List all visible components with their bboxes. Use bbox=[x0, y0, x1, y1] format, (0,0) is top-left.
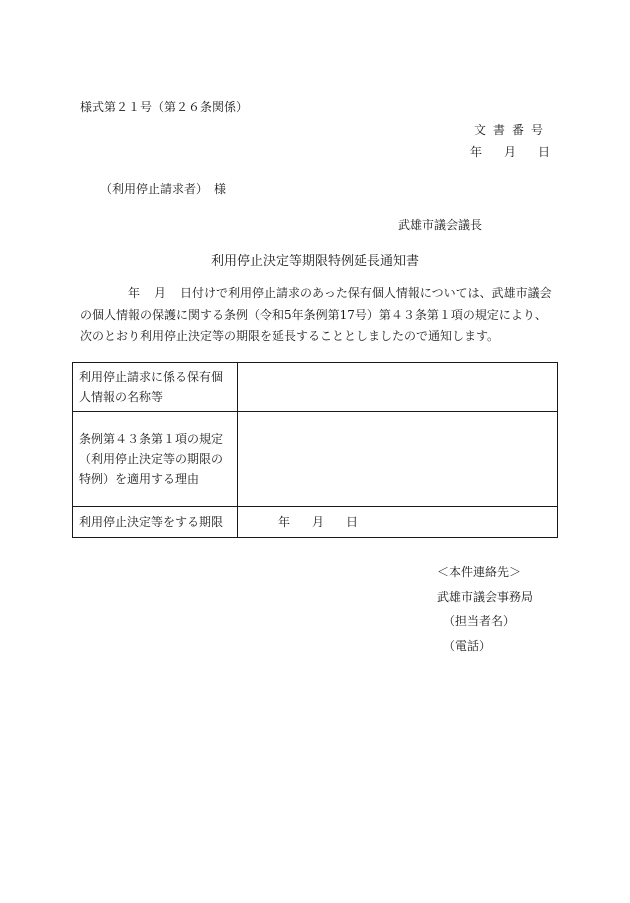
body-text: 日付けで利用停止請求のあった保有個人情報については、武雄市議会の個人情報の保護に関する条例（令和5年条例第17号）第４３条第１項の規定により、次のとおり利用停止決定等の期限を延長することとしましたので通知します。 bbox=[80, 286, 552, 343]
form-number: 様式第２１号（第２６条関係） bbox=[80, 100, 249, 114]
contact-phone: （電話） bbox=[443, 638, 492, 653]
date-month: 月 bbox=[503, 145, 516, 159]
row-label: 利用停止決定等をする期限 bbox=[73, 507, 238, 538]
info-table bbox=[72, 362, 558, 538]
body-paragraph bbox=[80, 283, 552, 348]
table-row bbox=[73, 363, 558, 412]
contact-office: 武雄市議会事務局 bbox=[437, 589, 534, 604]
row-label: 利用停止請求に係る保有個 人情報の名称等 bbox=[73, 363, 238, 412]
deadline-value bbox=[238, 507, 558, 538]
document-date bbox=[470, 143, 550, 160]
date-day: 日 bbox=[537, 145, 550, 159]
deadline-day: 日 bbox=[346, 515, 359, 529]
row-label: 条例第４３条第１項の規定 （利用停止決定等の期限の 特例）を適用する理由 bbox=[73, 412, 238, 507]
document-title: 利用停止決定等期限特例延長通知書 bbox=[210, 254, 419, 269]
sender: 武雄市議会議長 bbox=[398, 218, 483, 232]
row-value bbox=[238, 412, 558, 507]
row-value bbox=[238, 363, 558, 412]
deadline-month: 月 bbox=[312, 515, 325, 529]
document-number-label: 文書番号 bbox=[473, 123, 550, 137]
table-row bbox=[73, 412, 558, 507]
deadline-year: 年 bbox=[278, 515, 291, 529]
body-date-year: 年 bbox=[128, 286, 141, 300]
date-year: 年 bbox=[469, 145, 482, 159]
table-row bbox=[73, 507, 558, 538]
contact-block bbox=[437, 560, 533, 658]
recipient: （利用停止請求者） 様 bbox=[100, 182, 227, 196]
contact-heading: ＜本件連絡先＞ bbox=[437, 565, 522, 579]
body-date-month: 月 bbox=[154, 286, 167, 300]
contact-person: （担当者名） bbox=[443, 614, 516, 628]
